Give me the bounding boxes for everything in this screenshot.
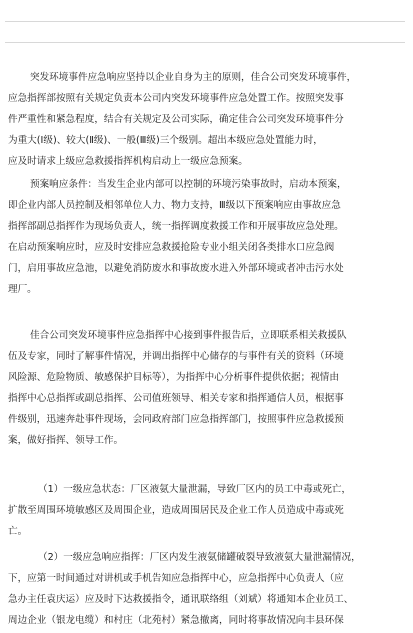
heading-chapter-8 [6, 1, 413, 21]
heading-8-1-1 [8, 48, 413, 68]
heading-8-1-2 [8, 304, 413, 324]
paragraph-line: 伍及专家，同时了解事件情况，并调出指挥中心储存的与事件有关的资料（环境 [8, 351, 344, 362]
paragraph-line: 亡。 [8, 526, 28, 537]
paragraph-line: 件严重性和紧急程度，结合有关规定及公司实际，确定佳合公司突发环境事件分 [8, 114, 344, 125]
paragraph-line: 急办主任袁庆运）应及时下达救援指令，通讯联络组（刘斌）将通知本企业员工、 [8, 594, 354, 605]
paragraph-line: 案，做好指挥、领导工作。 [8, 435, 124, 446]
paragraph-line: 应急指挥部按照有关规定负责本公司内突发环境事件应急处置工作。按照突发事 [8, 93, 344, 104]
paragraph-line: （2）一级应急响应指挥：厂区内发生液氨储罐破裂导致液氨大量泄漏情况， [38, 552, 361, 563]
paragraph-line: 指挥部副总指挥作为现场负责人，统一指挥调度救援工作和开展事故应急处理。 [8, 221, 344, 232]
paragraph-line: 周边企业（银龙电缆）和村庄（北苑村）紧急撤离，同时将事故情况向丰县环保 [8, 615, 344, 626]
paragraph-line: 理厂。 [8, 284, 37, 295]
paragraph-line: 突发环境事件应急响应坚持以企业自身为主的原则，佳合公司突发环境事件， [30, 72, 357, 83]
paragraph-line: 门，启用事故应急池，以避免消防废水和事故废水进入外部环境或者冲击污水处 [8, 263, 344, 274]
paragraph-line: 佳合公司突发环境事件应急指挥中心接到事件报告后，立即联系相关救援队 [30, 330, 347, 341]
heading-8-1-3 [8, 456, 413, 476]
heading-section-8-1 [6, 23, 413, 43]
heading-underline [5, 42, 405, 43]
paragraph-line: 件级别，迅速奔赴事件现场，会同政府部门应急指挥部门，按照事件应急救援预 [8, 414, 344, 425]
heading-underline [5, 21, 405, 22]
paragraph-line: （1）一级应急状态：厂区液氨大量泄漏，导致厂区内的员工中毒或死亡， [38, 484, 352, 495]
paragraph-line: 应及时请求上级应急救援指挥机构启动上一级应急预案。 [8, 156, 248, 167]
paragraph-line: 预案响应条件：当发生企业内部可以控制的环境污染事故时，启动本预案， [30, 179, 347, 190]
paragraph-line: 风险源、危险物质、敏感保护目标等），为指挥中心分析事件提供依据；视情由 [8, 372, 339, 383]
paragraph-line: 扩散至周围环境敏感区及周围企业，造成周围居民及企业工作人员造成中毒或死 [8, 505, 344, 516]
paragraph-line: 在启动预案响应时，应及时安排应急救援抢险专业小组关闭各类排水口应急阀 [8, 242, 335, 253]
paragraph-line: 为重大(Ⅰ级)、较大(Ⅱ级)、一般(Ⅲ级)三个级别。超出本级应急处置能力时， [8, 135, 323, 146]
paragraph-line: 指挥中心总指挥或副总指挥、公司值班领导、相关专家和指挥通信人员，根据事 [8, 393, 344, 404]
paragraph-line: 即企业内部人员控制及相邻单位人力、物力支持，Ⅲ级以下预案响应由事故应急 [8, 200, 341, 211]
paragraph-line: 下，应第一时间通过对讲机或手机告知应急指挥中心，应急指挥中心负责人（应 [8, 573, 344, 584]
